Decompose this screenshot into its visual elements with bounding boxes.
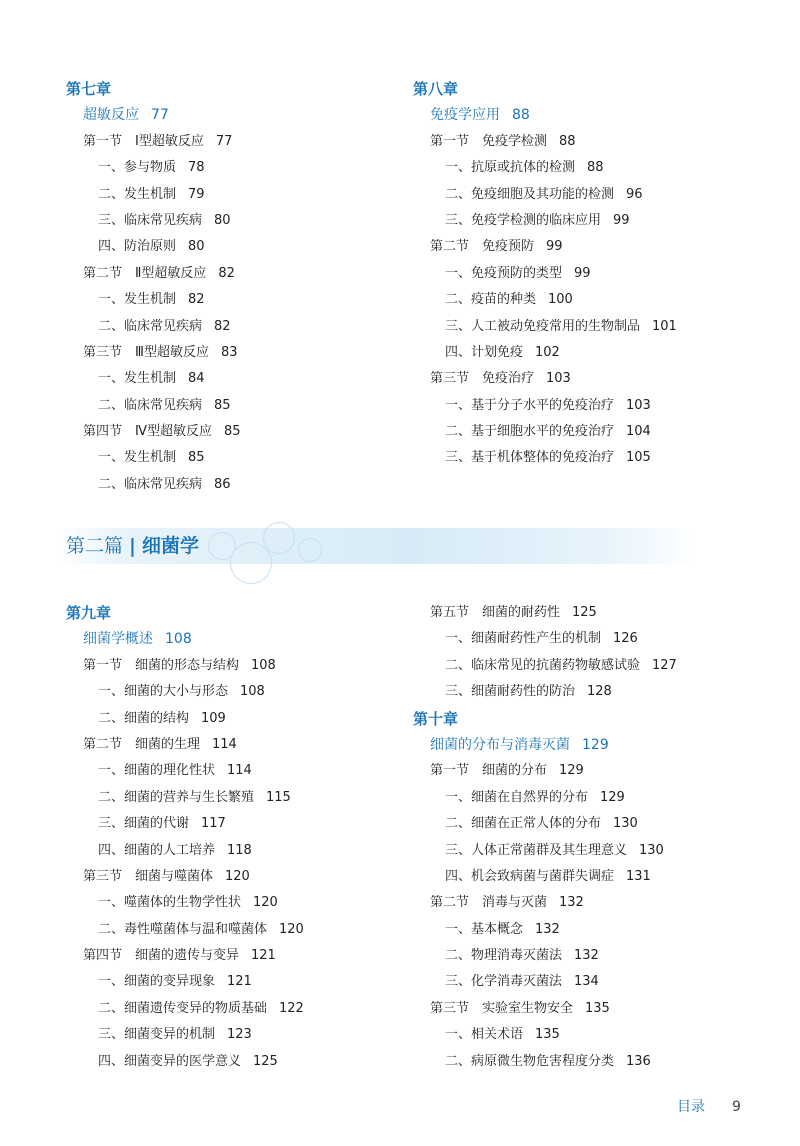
toc-item[interactable] [66,445,406,471]
toc-entry-title: 二、免疫细胞及其功能的检测 [445,186,615,202]
toc-item[interactable] [66,208,406,234]
toc-entry-page: 88 [512,107,530,124]
toc-entry-title: 三、细菌变异的机制 [98,1027,216,1043]
toc-entry-page: 108 [240,684,265,700]
toc-section[interactable] [66,864,406,890]
toc-entry-page: 125 [572,605,597,620]
toc-entry-title: 二、临床常见疾病 [98,397,203,413]
toc-section[interactable] [66,943,406,969]
part-banner [58,528,698,564]
toc-column-lower-left [66,600,406,1075]
toc-entry-page: 120 [279,921,304,937]
toc-item[interactable] [66,155,406,181]
toc-item[interactable] [413,653,753,679]
toc-item[interactable] [413,261,753,287]
toc-item[interactable] [66,785,406,811]
toc-item[interactable] [413,314,753,340]
toc-section[interactable] [413,234,753,260]
toc-item[interactable] [413,626,753,652]
toc-entry-page: 100 [548,292,573,308]
toc-chapter[interactable] [66,76,406,102]
toc-entry-page: 77 [151,107,169,124]
toc-entry-title: 四、机会致病菌与菌群失调症 [445,868,615,884]
toc-entry-page: 120 [253,895,278,911]
page-number: 9 [732,1099,741,1115]
toc-section[interactable] [413,129,753,155]
toc-entry-title: 一、发生机制 [98,292,177,308]
toc-item[interactable] [66,393,406,419]
toc-entry-title: 第四节 细菌的遗传与变异 [83,948,240,964]
toc-section[interactable] [66,261,406,287]
toc-entry-title: 第一节 Ⅰ型超敏反应 [83,133,204,149]
banner-decoration [230,542,272,584]
toc-item[interactable] [413,811,753,837]
toc-item[interactable] [66,234,406,260]
toc-item[interactable] [66,917,406,943]
toc-section[interactable] [413,890,753,916]
toc-item[interactable] [413,838,753,864]
toc-entry-title: 二、病原微生物危害程度分类 [445,1053,615,1069]
toc-entry-title: 第二节 消毒与灭菌 [430,895,548,911]
toc-entry-title: 二、物理消毒灭菌法 [445,948,563,964]
toc-entry-title: 四、细菌变异的医学意义 [98,1053,242,1069]
toc-entry-title: 第三节 实验室生物安全 [430,1000,574,1016]
toc-topic[interactable] [413,102,753,128]
toc-entry-title: 一、免疫预防的类型 [445,265,563,281]
toc-chapter[interactable] [413,76,753,102]
toc-item[interactable] [413,393,753,419]
toc-item[interactable] [66,287,406,313]
toc-entry-title: 二、疫苗的种类 [445,292,537,308]
toc-entry-page: 134 [574,974,599,990]
toc-entry-page: 126 [613,631,638,647]
toc-item[interactable] [413,969,753,995]
toc-entry-title: 一、噬菌体的生物学性状 [98,895,242,911]
toc-entry-title: 第三节 Ⅲ型超敏反应 [83,344,209,360]
toc-entry-page: 135 [535,1027,560,1043]
toc-entry-title: 三、基于机体整体的免疫治疗 [445,450,615,466]
toc-item[interactable] [413,1022,753,1048]
toc-section[interactable] [66,419,406,445]
toc-entry-page: 88 [587,160,604,176]
toc-entry-title: 一、细菌的变异现象 [98,974,216,990]
toc-section[interactable] [413,600,753,626]
banner-decoration [263,522,295,554]
toc-entry-title: 第一节 细菌的形态与结构 [83,657,240,673]
toc-entry-page: 108 [251,657,276,673]
toc-entry-page: 122 [279,1000,304,1016]
toc-entry-page: 118 [227,842,252,858]
toc-entry-page: 136 [626,1053,651,1069]
toc-entry-title: 三、细菌耐药性的防治 [445,684,576,700]
toc-entry-page: 130 [613,816,638,832]
toc-entry-title: 第九章 [66,604,112,622]
toc-entry-page: 101 [652,318,677,334]
toc-entry-title: 一、抗原或抗体的检测 [445,160,576,176]
toc-entry-title: 四、细菌的人工培养 [98,842,216,858]
toc-chapter[interactable] [66,600,406,626]
toc-entry-page: 104 [626,424,651,440]
toc-item[interactable] [413,445,753,471]
toc-entry-page: 102 [535,344,560,360]
toc-entry-title: 第八章 [413,80,459,98]
toc-item[interactable] [66,890,406,916]
toc-entry-title: 二、临床常见疾病 [98,318,203,334]
toc-entry-title: 四、计划免疫 [445,344,524,360]
toc-entry-page: 79 [188,186,205,202]
toc-entry-title: 三、临床常见疾病 [98,212,203,228]
toc-section[interactable] [66,732,406,758]
toc-entry-page: 129 [559,763,584,779]
toc-entry-title: 第三节 细菌与噬菌体 [83,868,214,884]
toc-entry-page: 114 [227,763,252,779]
toc-entry-title: 三、人体正常菌群及其生理意义 [445,842,628,858]
toc-entry-page: 82 [218,265,235,281]
toc-entry-title: 三、免疫学检测的临床应用 [445,212,602,228]
toc-entry-title: 一、参与物质 [98,160,177,176]
toc-entry-page: 127 [652,657,677,673]
toc-entry-page: 109 [201,710,226,726]
toc-item[interactable] [66,366,406,392]
toc-item[interactable] [66,811,406,837]
toc-item[interactable] [413,340,753,366]
toc-entry-page: 123 [227,1027,252,1043]
toc-entry-title: 二、基于细胞水平的免疫治疗 [445,424,615,440]
toc-entry-page: 117 [201,816,226,832]
banner-decoration [298,538,322,562]
toc-entry-page: 129 [582,736,609,753]
toc-entry-title: 超敏反应 [83,107,139,124]
toc-section[interactable] [413,758,753,784]
part-number: 第二篇 [66,535,124,557]
toc-entry-page: 125 [253,1053,278,1069]
toc-entry-page: 84 [188,371,205,387]
toc-item[interactable] [66,679,406,705]
toc-entry-page: 85 [188,450,205,466]
toc-item[interactable] [66,706,406,732]
toc-entry-title: 一、细菌的理化性状 [98,763,216,779]
toc-item[interactable] [413,419,753,445]
toc-entry-page: 83 [220,344,238,360]
toc-entry-page: 78 [188,160,205,176]
toc-item[interactable] [66,996,406,1022]
toc-entry-page: 128 [587,684,612,700]
toc-entry-title: 细菌的分布与消毒灭菌 [430,736,570,753]
toc-topic[interactable] [413,732,753,758]
toc-entry-page: 135 [585,1000,610,1016]
toc-entry-title: 第五节 细菌的耐药性 [430,605,561,620]
toc-item[interactable] [413,182,753,208]
toc-entry-page: 132 [574,948,599,964]
toc-item[interactable] [413,208,753,234]
toc-item[interactable] [66,1049,406,1075]
toc-chapter[interactable] [413,706,753,732]
toc-entry-title: 二、细菌的营养与生长繁殖 [98,789,255,805]
toc-item[interactable] [413,155,753,181]
toc-item[interactable] [66,838,406,864]
toc-entry-title: 二、临床常见疾病 [98,476,203,492]
toc-entry-page: 120 [225,868,250,884]
toc-entry-page: 114 [212,736,237,752]
toc-entry-title: 第一节 细菌的分布 [430,763,548,779]
toc-entry-page: 132 [535,921,560,937]
toc-section[interactable] [66,340,406,366]
toc-entry-title: 二、毒性噬菌体与温和噬菌体 [98,921,268,937]
toc-entry-page: 99 [574,265,591,281]
toc-section[interactable] [66,129,406,155]
toc-entry-title: 第三节 免疫治疗 [430,371,535,387]
toc-entry-page: 99 [613,212,630,228]
toc-entry-page: 99 [546,239,563,255]
toc-entry-title: 第一节 免疫学检测 [430,133,548,149]
part-title [66,528,199,564]
toc-entry-page: 82 [214,318,231,334]
toc-entry-page: 96 [626,186,643,202]
toc-entry-title: 二、细菌遗传变异的物质基础 [98,1000,268,1016]
toc-entry-page: 82 [188,292,205,308]
toc-entry-page: 85 [214,397,231,413]
toc-entry-page: 108 [165,631,192,648]
toc-topic[interactable] [66,102,406,128]
toc-entry-title: 一、发生机制 [98,371,177,387]
toc-entry-title: 三、化学消毒灭菌法 [445,974,563,990]
toc-entry-page: 85 [224,424,241,440]
toc-entry-title: 第二节 免疫预防 [430,239,535,255]
toc-entry-page: 121 [251,948,276,964]
toc-item[interactable] [413,287,753,313]
toc-item[interactable] [413,943,753,969]
toc-column-lower-right [413,600,753,1075]
toc-entry-title: 二、细菌的结构 [98,710,190,726]
toc-entry-page: 121 [227,974,252,990]
toc-entry-title: 二、发生机制 [98,186,177,202]
toc-item[interactable] [66,314,406,340]
toc-entry-page: 115 [266,789,291,805]
toc-entry-title: 第四节 Ⅳ型超敏反应 [83,424,212,440]
toc-item[interactable] [413,1049,753,1075]
toc-section[interactable] [66,653,406,679]
toc-entry-page: 77 [215,133,233,149]
toc-item[interactable] [66,472,406,498]
footer-label: 目录 [677,1099,705,1115]
toc-entry-title: 一、基本概念 [445,921,524,937]
toc-entry-title: 一、发生机制 [98,450,177,466]
toc-column-upper-right [413,76,753,472]
toc-entry-title: 四、防治原则 [98,239,177,255]
toc-column-upper-left [66,76,406,498]
toc-entry-title: 第二节 Ⅱ型超敏反应 [83,265,207,281]
toc-item[interactable] [66,182,406,208]
toc-entry-title: 一、基于分子水平的免疫治疗 [445,397,615,413]
toc-entry-page: 88 [559,133,576,149]
toc-item[interactable] [413,864,753,890]
toc-section[interactable] [413,366,753,392]
toc-item[interactable] [413,917,753,943]
toc-entry-title: 细菌学概述 [83,631,153,648]
toc-entry-page: 105 [626,450,651,466]
toc-entry-title: 第二节 细菌的生理 [83,736,201,752]
toc-entry-page: 132 [559,895,584,911]
toc-entry-title: 三、细菌的代谢 [98,816,190,832]
toc-entry-page: 80 [188,239,205,255]
toc-entry-title: 一、细菌的大小与形态 [98,684,229,700]
part-name: 细菌学 [141,535,199,557]
toc-entry-title: 二、细菌在正常人体的分布 [445,816,602,832]
toc-section[interactable] [413,996,753,1022]
toc-entry-page: 103 [546,371,571,387]
toc-item[interactable] [413,785,753,811]
toc-item[interactable] [66,758,406,784]
toc-item[interactable] [66,969,406,995]
part-separator: | [129,535,136,557]
toc-entry-page: 130 [639,842,664,858]
toc-entry-title: 一、细菌在自然界的分布 [445,789,589,805]
toc-entry-title: 二、临床常见的抗菌药物敏感试验 [445,657,641,673]
toc-entry-page: 80 [214,212,231,228]
toc-item[interactable] [413,679,753,705]
toc-entry-title: 三、人工被动免疫常用的生物制品 [445,318,641,334]
toc-entry-title: 一、细菌耐药性产生的机制 [445,631,602,647]
toc-entry-page: 86 [214,476,231,492]
toc-item[interactable] [66,1022,406,1048]
toc-entry-title: 第七章 [66,80,112,98]
toc-topic[interactable] [66,626,406,652]
toc-entry-title: 免疫学应用 [430,107,500,124]
toc-entry-page: 103 [626,397,651,413]
toc-entry-page: 129 [600,789,625,805]
toc-entry-title: 第十章 [413,709,459,728]
toc-entry-page: 131 [626,868,651,884]
toc-entry-title: 一、相关术语 [445,1027,524,1043]
